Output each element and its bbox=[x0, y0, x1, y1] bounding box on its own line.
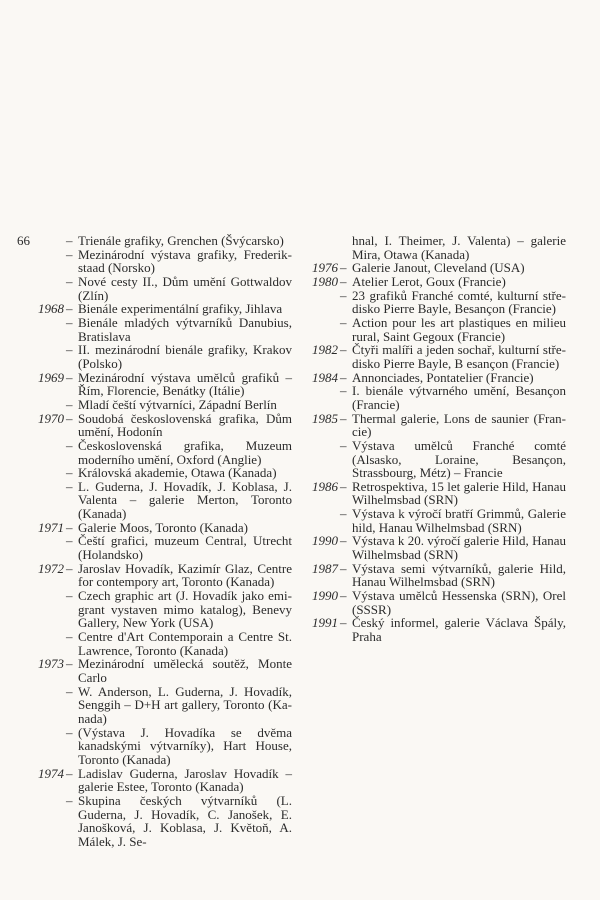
exhibition-year: 1987 bbox=[312, 560, 338, 576]
exhibition-entry bbox=[0, 726, 292, 767]
exhibition-entry bbox=[274, 562, 566, 589]
exhibition-entry bbox=[0, 302, 292, 316]
exhibition-entry bbox=[274, 289, 566, 316]
exhibition-text: Retrospektiva, 15 let galerie Hild, Hanau Wilhelmsbad (SRN) bbox=[352, 478, 566, 508]
exhibition-year: 1990 bbox=[312, 588, 338, 604]
entry-dash: – bbox=[66, 273, 73, 289]
exhibition-text: Action pour les art plastiques en milieu rural, Saint Gegoux (Francie) bbox=[352, 314, 566, 344]
entry-dash: – bbox=[66, 233, 73, 248]
exhibition-entry bbox=[0, 562, 292, 589]
entry-dash: – bbox=[340, 314, 347, 330]
exhibition-year: 1990 bbox=[312, 533, 338, 549]
entry-dash: – bbox=[66, 410, 73, 426]
exhibition-text: W. Anderson, L. Guderna, J. Hovadík, Senggih – D+H art gallery, Toronto (Kanada) bbox=[78, 683, 292, 726]
exhibition-text: hnal, I. Theimer, J. Valenta) – galerie Mira, Otawa (Kanada) bbox=[352, 233, 566, 262]
exhibition-year: 1984 bbox=[312, 369, 338, 385]
entry-dash: – bbox=[340, 410, 347, 426]
exhibition-entry bbox=[274, 439, 566, 480]
exhibition-entry bbox=[274, 275, 566, 289]
entry-dash: – bbox=[340, 588, 347, 604]
exhibition-text: Mezinárodní výstava grafiky, Frederikstaad (Norsko) bbox=[78, 246, 292, 276]
page-number: 66 bbox=[17, 233, 30, 248]
exhibition-year: 1969 bbox=[38, 369, 64, 385]
exhibition-entry bbox=[0, 767, 292, 794]
entry-dash: – bbox=[66, 533, 73, 549]
entry-dash: – bbox=[66, 588, 73, 604]
exhibition-entry bbox=[0, 480, 292, 521]
exhibition-text: Královská akademie, Otawa (Kanada) bbox=[78, 465, 277, 481]
exhibition-entry bbox=[0, 412, 292, 439]
exhibition-text: Čtyři malíři a jeden sochař, kulturní středisko Pierre Bayle, B esançon (Francie) bbox=[352, 342, 566, 371]
exhibition-text: Galerie Janout, Cleveland (USA) bbox=[352, 260, 525, 276]
exhibition-year: 1974 bbox=[38, 765, 64, 781]
exhibition-entry bbox=[274, 234, 566, 261]
exhibition-year: 1970 bbox=[38, 410, 64, 426]
exhibition-text: Výstava umělců Franché comté (Alsasko, Loraine, Besançon, Strassbourg, Métz) – Francie bbox=[352, 437, 566, 481]
exhibition-entry bbox=[0, 275, 292, 302]
entry-dash: – bbox=[66, 683, 73, 699]
entry-dash: – bbox=[66, 301, 73, 317]
exhibition-entry bbox=[0, 657, 292, 684]
exhibition-text: Výstava k 20. výročí galerie Hild, Hanau Wilhelmsbad (SRN) bbox=[352, 533, 566, 563]
exhibition-entry bbox=[274, 589, 566, 616]
entry-dash: – bbox=[66, 560, 73, 576]
exhibition-entry bbox=[0, 466, 292, 480]
entry-dash: – bbox=[66, 314, 73, 330]
entry-dash: – bbox=[66, 765, 73, 781]
exhibition-text: Galerie Moos, Toronto (Kanada) bbox=[78, 519, 248, 535]
exhibition-year: 1976 bbox=[312, 260, 338, 276]
exhibition-entry bbox=[0, 439, 292, 466]
exhibition-text: Annonciades, Pontatelier (Francie) bbox=[352, 369, 534, 385]
entry-dash: – bbox=[340, 437, 347, 453]
exhibition-text: Trienále grafiky, Grenchen (Švýcarsko) bbox=[78, 233, 284, 248]
exhibition-text: Czech graphic art (J. Hovadík jako emigrant vystaven mimo katalog), Benevy Gallery, New York (USA) bbox=[78, 588, 292, 631]
exhibition-year: 1985 bbox=[312, 410, 338, 426]
exhibition-text: Mezinárodní výstava umělců grafiků – Řím, Florencie, Benátky (Itálie) bbox=[78, 369, 292, 399]
exhibition-entry bbox=[0, 534, 292, 561]
exhibition-entry bbox=[0, 248, 292, 275]
exhibition-year: 1986 bbox=[312, 478, 338, 494]
entry-dash: – bbox=[66, 246, 73, 262]
exhibition-text: Výstava semi výtvarníků, galerie Hild, Hanau Wilhelmsbad (SRN) bbox=[352, 560, 566, 590]
exhibition-text: Skupina českých výtvarníků (L. Guderna, J. Hovadík, C. Janošek, E. Janošková, J. Koblasa, J. Květoň, A. Málek, J. Se- bbox=[78, 792, 292, 849]
exhibition-text: L. Guderna, J. Hovadík, J. Koblasa, J. Valenta – galerie Merton, Toronto (Kanada) bbox=[78, 478, 292, 522]
exhibition-entry bbox=[0, 630, 292, 657]
exhibition-text: Čeští grafici, muzeum Central, Utrecht (Holandsko) bbox=[78, 533, 292, 563]
exhibition-entry bbox=[274, 480, 566, 507]
entry-dash: – bbox=[340, 560, 347, 576]
entry-dash: – bbox=[66, 437, 73, 453]
exhibition-text: (Výstava J. Hovadíka se dvěma kanadskými výtvarníky), Hart House, Toronto (Kanada) bbox=[78, 724, 292, 767]
entry-dash: – bbox=[66, 724, 73, 740]
exhibition-list-right-column bbox=[274, 234, 574, 644]
exhibition-entry bbox=[0, 589, 292, 630]
entry-dash: – bbox=[340, 342, 347, 358]
exhibition-text: Centre d'Art Contemporain a Centre St. Lawrence, Toronto (Kanada) bbox=[78, 629, 292, 658]
exhibition-text: Výstava k výročí bratří Grimmů, Galerie hild, Hanau Wilhelmsbad (SRN) bbox=[352, 506, 566, 535]
exhibition-text: I. bienále výtvarného umění, Besançon (Francie) bbox=[352, 383, 566, 412]
exhibition-entry bbox=[274, 507, 566, 534]
entry-dash: – bbox=[66, 792, 73, 808]
exhibition-entry bbox=[274, 261, 566, 275]
exhibition-text: Bienále mladých výtvarníků Danubius, Bratislava bbox=[78, 314, 292, 344]
entry-dash: – bbox=[66, 656, 73, 672]
exhibition-entry bbox=[274, 343, 566, 370]
exhibition-year: 1973 bbox=[38, 656, 64, 672]
entry-dash: – bbox=[66, 465, 73, 481]
entry-dash: – bbox=[66, 396, 73, 412]
exhibition-text: Atelier Lerot, Goux (Francie) bbox=[352, 273, 506, 289]
exhibition-text: Výstava umělců Hessenska (SRN), Orel (SSSR) bbox=[352, 588, 566, 617]
exhibition-text: Jaroslav Hovadík, Kazimír Glaz, Centre for contempory art, Toronto (Kanada) bbox=[78, 560, 292, 590]
exhibition-entry bbox=[0, 398, 292, 412]
exhibition-entry bbox=[274, 616, 566, 643]
exhibition-text: Ladislav Guderna, Jaroslav Hovadík – galerie Estee, Toronto (Kanada) bbox=[78, 765, 292, 795]
entry-dash: – bbox=[340, 478, 347, 494]
exhibition-text: Český informel, galerie Václava Špály, Praha bbox=[352, 615, 566, 645]
entry-dash: – bbox=[66, 478, 73, 494]
exhibition-year: 1980 bbox=[312, 273, 338, 289]
exhibition-entry bbox=[0, 371, 292, 398]
entry-dash: – bbox=[340, 260, 347, 276]
entry-dash: – bbox=[66, 342, 73, 358]
entry-dash: – bbox=[340, 615, 347, 631]
exhibition-text: Nové cesty II., Dům umění Gottwaldov (Zlín) bbox=[78, 273, 292, 303]
exhibition-text: 23 grafiků Franché comté, kulturní středisko Pierre Bayle, Besançon (Francie) bbox=[352, 287, 566, 317]
exhibition-text: Thermal galerie, Lons de saunier (Francie) bbox=[352, 410, 566, 440]
entry-dash: – bbox=[340, 533, 347, 549]
exhibition-entry bbox=[274, 316, 566, 343]
exhibition-text: Mezinárodní umělecká soutěž, Monte Carlo bbox=[78, 656, 292, 685]
exhibition-year: 1991 bbox=[312, 615, 338, 631]
entry-dash: – bbox=[66, 369, 73, 385]
entry-dash: – bbox=[340, 506, 347, 522]
exhibition-text: Mladí čeští výtvarníci, Západní Berlín bbox=[78, 396, 277, 412]
exhibition-entry bbox=[274, 412, 566, 439]
exhibition-year: 1982 bbox=[312, 342, 338, 358]
entry-dash: – bbox=[340, 273, 347, 289]
exhibition-entry bbox=[0, 794, 292, 849]
entry-dash: – bbox=[340, 287, 347, 303]
exhibition-entry bbox=[0, 343, 292, 370]
exhibition-entry bbox=[0, 685, 292, 726]
exhibition-entry bbox=[0, 521, 292, 535]
exhibition-text: Soudobá československá grafika, Dům umění, Hodonín bbox=[78, 410, 292, 440]
entry-dash: – bbox=[66, 629, 73, 645]
entry-dash: – bbox=[340, 383, 347, 399]
exhibition-year: 1968 bbox=[38, 301, 64, 317]
exhibition-entry bbox=[0, 316, 292, 343]
exhibition-text: II. mezinárodní bienále grafiky, Krakov (Polsko) bbox=[78, 342, 292, 371]
entry-dash: – bbox=[340, 369, 347, 385]
exhibition-list-left-column bbox=[0, 234, 300, 849]
exhibition-text: Československá grafika, Muzeum moderního umění, Oxford (Anglie) bbox=[78, 437, 292, 467]
exhibition-year: 1972 bbox=[38, 560, 64, 576]
exhibition-entry bbox=[274, 371, 566, 385]
exhibition-text: Bienále experimentální grafiky, Jihlava bbox=[78, 301, 283, 317]
exhibition-year: 1971 bbox=[38, 519, 64, 535]
exhibition-entry bbox=[0, 234, 292, 248]
exhibition-entry bbox=[274, 384, 566, 411]
exhibition-entry bbox=[274, 534, 566, 561]
entry-dash: – bbox=[66, 519, 73, 535]
